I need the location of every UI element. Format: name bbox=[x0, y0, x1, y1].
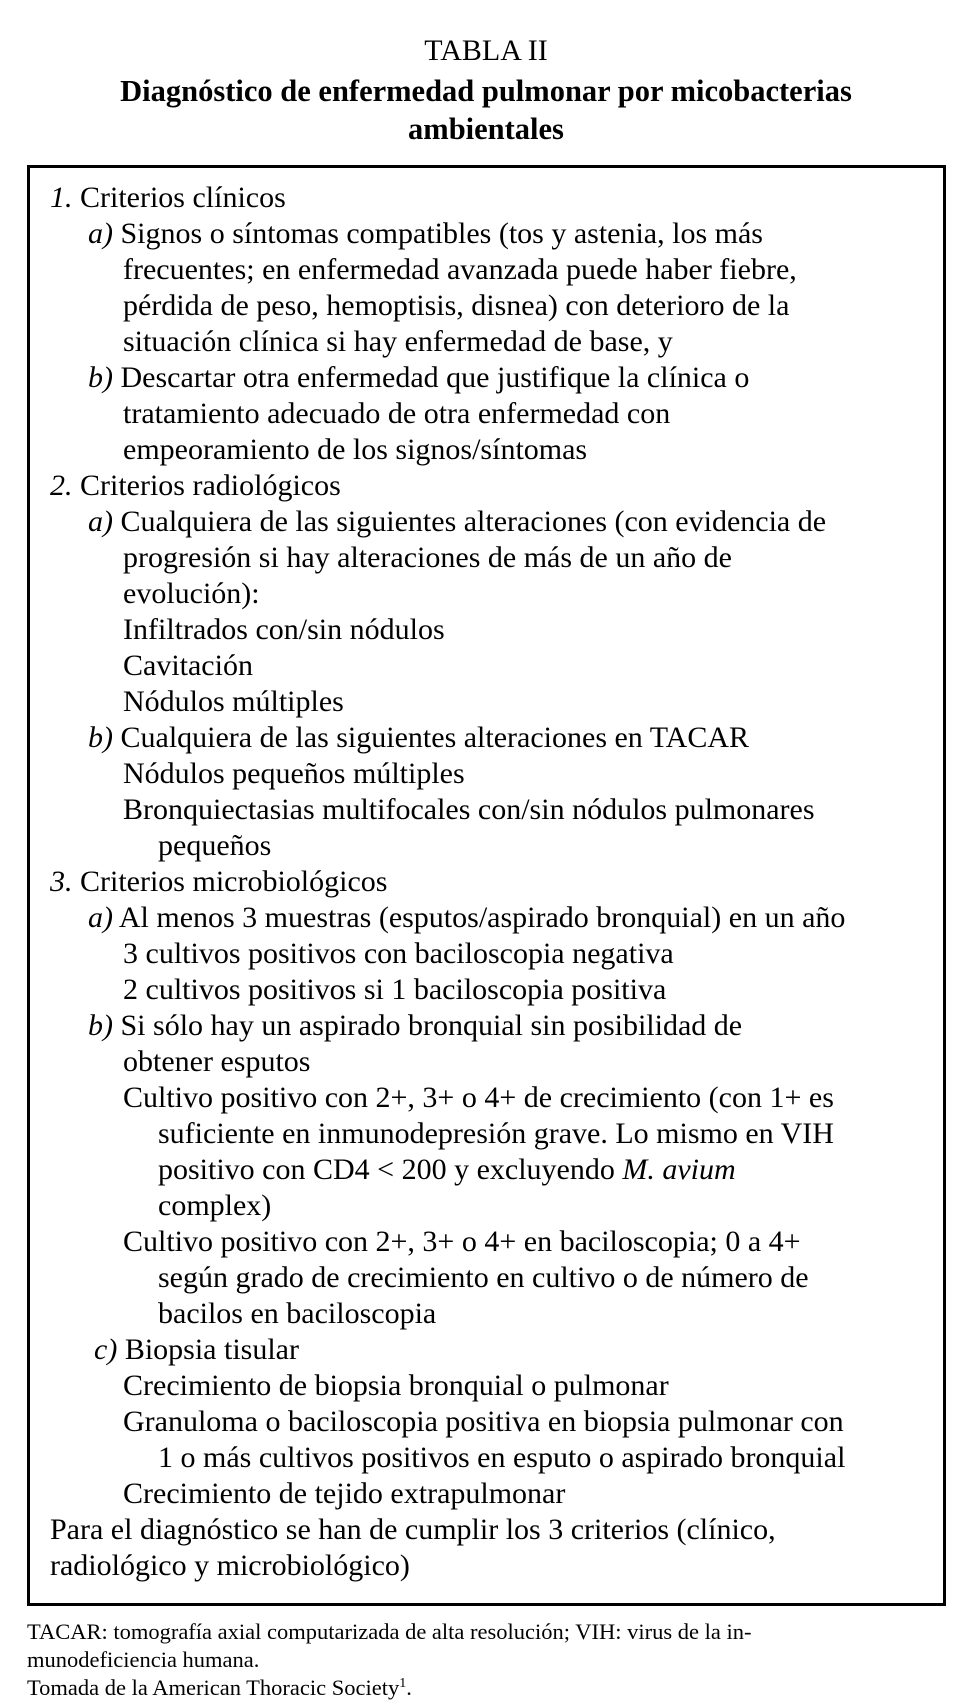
item-marker: c) bbox=[94, 1333, 118, 1366]
table-title bbox=[40, 72, 932, 148]
item-text-line: Nódulos pequeños múltiples bbox=[123, 757, 465, 790]
criterion-item bbox=[50, 1332, 940, 1368]
item-text-line: según grado de crecimiento en cultivo o de número de bbox=[158, 1261, 809, 1294]
criterion-item bbox=[50, 720, 940, 756]
item-marker: b) bbox=[88, 361, 113, 394]
item-text-line: progresión si hay alteraciones de más de un año de bbox=[123, 541, 732, 574]
item-text-line bbox=[50, 1152, 940, 1188]
item-text-line: situación clínica si hay enfermedad de base, y bbox=[123, 325, 673, 358]
item-text: Al menos 3 muestras (esputos/aspirado bronquial) en un año bbox=[118, 901, 846, 934]
section-number: 1. bbox=[50, 181, 73, 214]
conclusion-line: Para el diagnóstico se han de cumplir los 3 criterios (clínico, bbox=[50, 1513, 776, 1546]
abbreviations-note: munodeficiencia humana. bbox=[27, 1647, 260, 1672]
item-text-line: 2 cultivos positivos si 1 baciloscopia positiva bbox=[123, 973, 667, 1006]
item-text-line: Crecimiento de biopsia bronquial o pulmonar bbox=[123, 1369, 669, 1402]
item-text-line: evolución): bbox=[123, 577, 260, 610]
item-text-line: pequeños bbox=[158, 829, 272, 862]
item-marker: b) bbox=[88, 721, 113, 754]
item-text-line: Crecimiento de tejido extrapulmonar bbox=[123, 1477, 566, 1510]
item-text: positivo con CD4 < 200 y excluyendo bbox=[158, 1153, 623, 1186]
item-text-line: Cultivo positivo con 2+, 3+ o 4+ en baciloscopia; 0 a 4+ bbox=[123, 1225, 801, 1258]
item-text-line: pérdida de peso, hemoptisis, disnea) con deterioro de la bbox=[123, 289, 790, 322]
item-text-line: 1 o más cultivos positivos en esputo o aspirado bronquial bbox=[158, 1441, 846, 1474]
section-heading-radiological bbox=[50, 468, 940, 504]
section-heading-clinical bbox=[50, 180, 940, 216]
criterion-item bbox=[50, 216, 940, 252]
criteria-content bbox=[50, 180, 940, 1584]
item-marker: b) bbox=[88, 1009, 113, 1042]
species-name: M. avium bbox=[622, 1153, 736, 1186]
section-heading-microbiological bbox=[50, 864, 940, 900]
source-note bbox=[27, 1674, 957, 1702]
criterion-item bbox=[50, 360, 940, 396]
item-text: Si sólo hay un aspirado bronquial sin posibilidad de bbox=[120, 1009, 743, 1042]
table-title-line: Diagnóstico de enfermedad pulmonar por micobacterias bbox=[120, 74, 852, 108]
source-text: Tomada de la American Thoracic Society bbox=[27, 1675, 400, 1700]
abbreviations-note: TACAR: tomografía axial computarizada de alta resolución; VIH: virus de la in- bbox=[27, 1619, 752, 1644]
item-text-line: Cavitación bbox=[123, 649, 253, 682]
table-title-line: ambientales bbox=[408, 112, 564, 146]
criterion-item bbox=[50, 1008, 940, 1044]
item-text-line: obtener esputos bbox=[123, 1045, 311, 1078]
item-marker: a) bbox=[88, 505, 113, 538]
item-text-line: tratamiento adecuado de otra enfermedad con bbox=[123, 397, 671, 430]
conclusion-line: radiológico y microbiológico) bbox=[50, 1549, 410, 1582]
reference-number: 1 bbox=[399, 1676, 407, 1691]
item-marker: a) bbox=[88, 217, 113, 250]
item-text-line: bacilos en baciloscopia bbox=[158, 1297, 437, 1330]
item-text-line: suficiente en inmunodepresión grave. Lo mismo en VIH bbox=[158, 1117, 834, 1150]
item-text-line: Granuloma o baciloscopia positiva en biopsia pulmonar con bbox=[123, 1405, 844, 1438]
item-text-line: Infiltrados con/sin nódulos bbox=[123, 613, 445, 646]
item-text-line: Bronquiectasias multifocales con/sin nódulos pulmonares bbox=[123, 793, 815, 826]
item-text: Cualquiera de las siguientes alteraciones (con evidencia de bbox=[120, 505, 827, 538]
item-text-line: Cultivo positivo con 2+, 3+ o 4+ de crecimiento (con 1+ es bbox=[123, 1081, 834, 1114]
table-label: TABLA II bbox=[424, 34, 548, 67]
item-text: Cualquiera de las siguientes alteraciones en TACAR bbox=[120, 721, 750, 754]
criteria-box bbox=[27, 165, 946, 1606]
section-title: Criterios clínicos bbox=[80, 181, 286, 214]
item-text-line: frecuentes; en enfermedad avanzada puede haber fiebre, bbox=[123, 253, 797, 286]
item-text-line: empeoramiento de los signos/síntomas bbox=[123, 433, 588, 466]
item-text-line: 3 cultivos positivos con baciloscopia negativa bbox=[123, 937, 674, 970]
item-text-line: complex) bbox=[158, 1189, 272, 1222]
item-text: Signos o síntomas compatibles (tos y astenia, los más bbox=[120, 217, 763, 250]
section-title: Criterios radiológicos bbox=[80, 469, 341, 502]
criterion-item bbox=[50, 504, 940, 540]
item-marker: a) bbox=[88, 901, 113, 934]
section-number: 2. bbox=[50, 469, 73, 502]
section-title: Criterios microbiológicos bbox=[80, 865, 388, 898]
source-end: . bbox=[406, 1675, 412, 1700]
criterion-item bbox=[50, 900, 940, 936]
section-number: 3. bbox=[50, 865, 73, 898]
item-text: Biopsia tisular bbox=[124, 1333, 299, 1366]
footnotes bbox=[27, 1618, 957, 1702]
item-text: Descartar otra enfermedad que justifique la clínica o bbox=[120, 361, 750, 394]
item-text-line: Nódulos múltiples bbox=[123, 685, 344, 718]
